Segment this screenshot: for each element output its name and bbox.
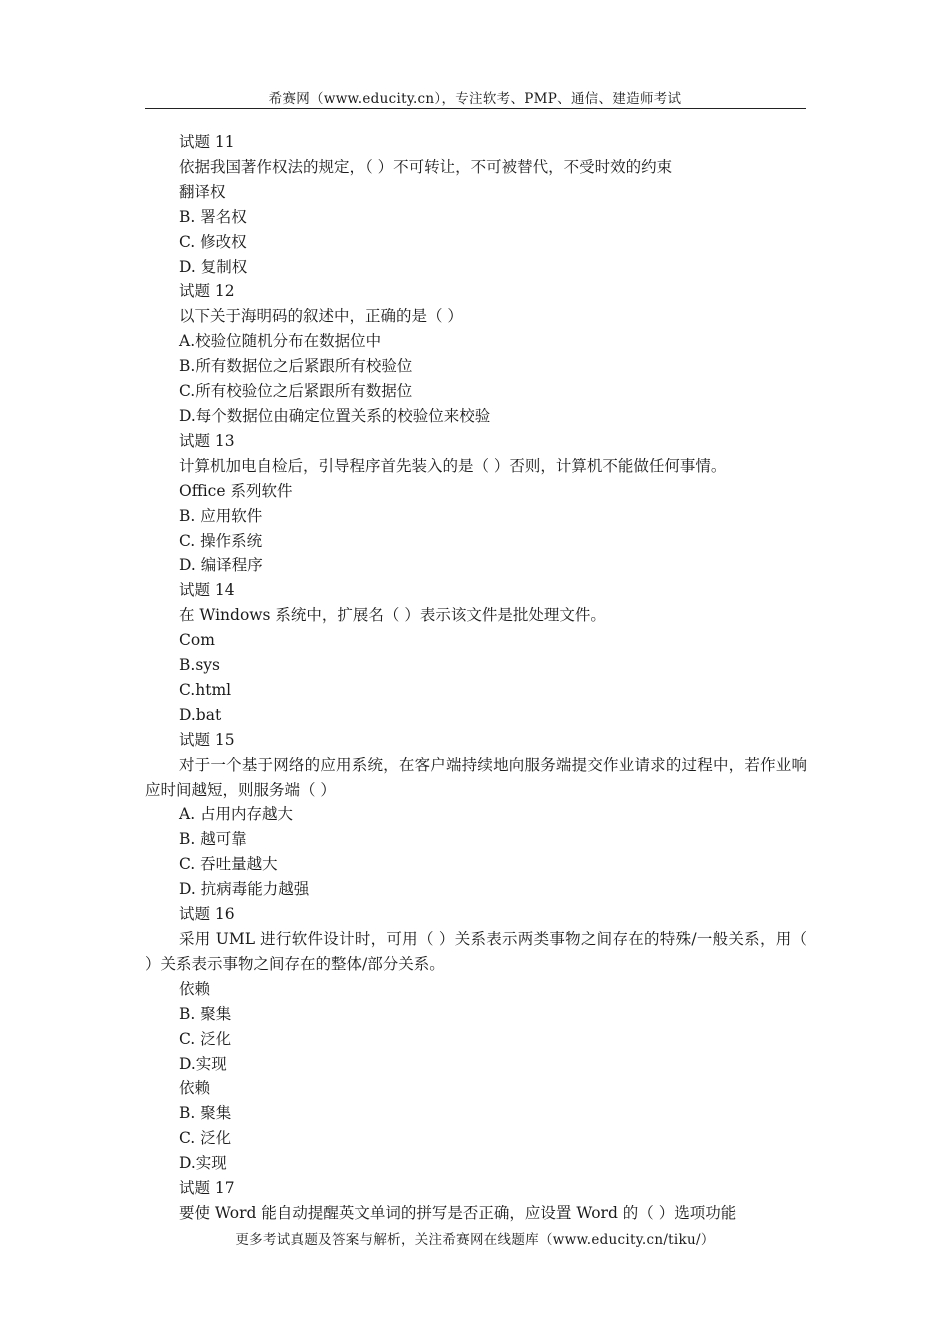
question-stem: 依据我国著作权法的规定，（ ）不可转让，不可被替代，不受时效的约束 [179, 157, 673, 176]
question-stem: 对于一个基于网络的应用系统，在客户端持续地向服务端提交作业请求的过程中，若作业响应时间越短，则服务端（ ） [145, 755, 807, 799]
option: B.所有数据位之后紧跟所有校验位 [179, 357, 413, 376]
option: B.sys [179, 656, 220, 675]
option: D. 编译程序 [179, 556, 263, 575]
header-divider [145, 108, 806, 109]
option: C. 泛化 [179, 1129, 232, 1148]
page-footer: 更多考试真题及答案与解析，关注希赛网在线题库（www.educity.cn/tiku/） [235, 1232, 715, 1248]
option: 翻译权 [179, 182, 226, 201]
question-stem: 以下关于海明码的叙述中，正确的是（ ） [179, 307, 463, 326]
option: B. 聚集 [179, 1104, 232, 1123]
option: Office 系列软件 [179, 481, 293, 500]
question-number: 试题 12 [179, 282, 235, 301]
option: C.所有校验位之后紧跟所有数据位 [179, 382, 413, 401]
option: D. 抗病毒能力越强 [179, 880, 310, 899]
question-number: 试题 16 [179, 905, 235, 924]
question-number: 试题 13 [179, 431, 235, 450]
option: B. 越可靠 [179, 830, 247, 849]
option: C. 修改权 [179, 232, 247, 251]
option: C. 泛化 [179, 1029, 232, 1048]
question-stem: 在 Windows 系统中，扩展名（ ）表示该文件是批处理文件。 [179, 606, 606, 625]
option: Com [179, 631, 215, 650]
option: C. 吞吐量越大 [179, 855, 278, 874]
option: 依赖 [179, 1079, 211, 1098]
option: D.实现 [179, 1154, 227, 1173]
option: A. 占用内存越大 [179, 805, 294, 824]
question-number: 试题 14 [179, 581, 235, 600]
page-header: 希赛网（www.educity.cn），专注软考、PMP、通信、建造师考试 [268, 91, 682, 107]
document-body [145, 130, 807, 1226]
option: D.bat [179, 705, 222, 724]
question-stem: 要使 Word 能自动提醒英文单词的拼写是否正确，应设置 Word 的（ ）选项功能 [179, 1203, 737, 1222]
option: B. 署名权 [179, 207, 247, 226]
option: B. 应用软件 [179, 506, 263, 525]
option: C.html [179, 680, 232, 699]
question-number: 试题 17 [179, 1179, 235, 1198]
option: D.实现 [179, 1054, 227, 1073]
question-stem: 计算机加电自检后，引导程序首先装入的是（ ）否则，计算机不能做任何事情。 [179, 456, 727, 475]
option: D. 复制权 [179, 257, 248, 276]
question-stem: 采用 UML 进行软件设计时，可用（ ）关系表示两类事物之间存在的特殊/一般关系，用（ ）关系表示事物之间存在的整体/部分关系。 [145, 930, 807, 973]
option: D.每个数据位由确定位置关系的校验位来校验 [179, 406, 491, 425]
option: A.校验位随机分布在数据位中 [179, 332, 382, 351]
option: 依赖 [179, 979, 211, 998]
option: C. 操作系统 [179, 531, 263, 550]
question-number: 试题 11 [179, 133, 235, 151]
option: B. 聚集 [179, 1004, 232, 1023]
question-number: 试题 15 [179, 730, 235, 749]
